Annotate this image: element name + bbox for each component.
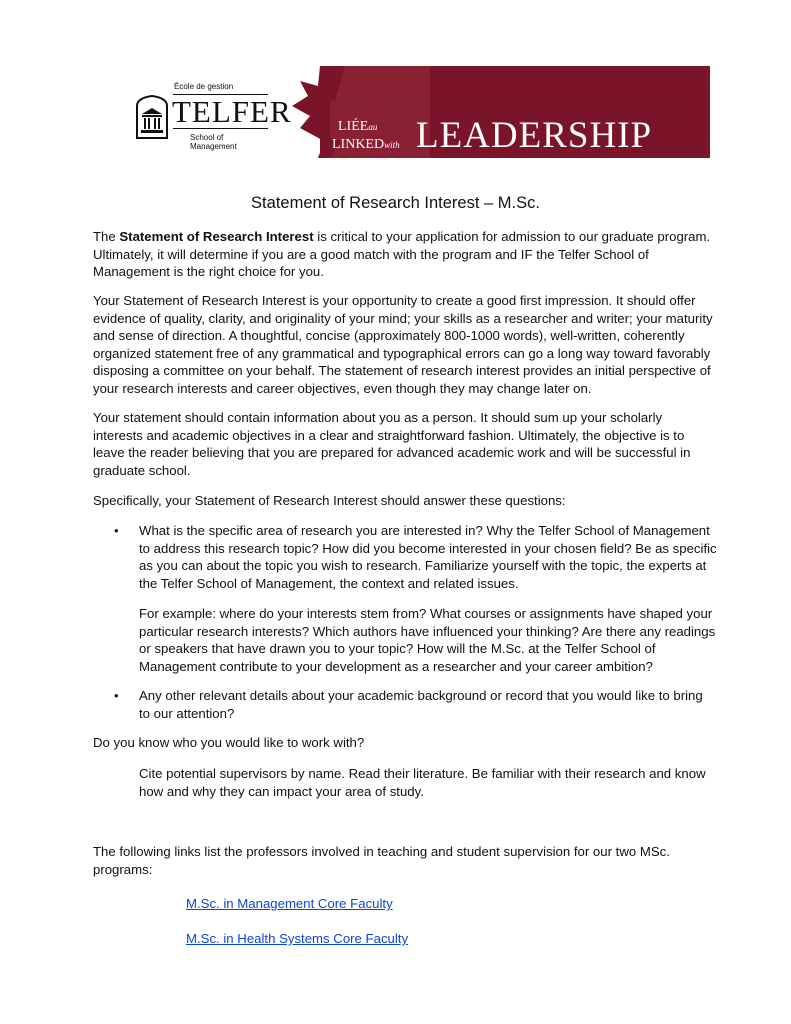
bullet-item: Any other relevant details about your academic background or record that you would like to bring to our attention?: [139, 688, 703, 721]
paragraph-3: Your statement should contain information about you as a person. It should sum up your scholarly interests and academic objectives in a clear and straightforward fashion. Ultimately, the objective is to leave the reader believing that you are prepared for advanced academic work and will be successful in graduate school.: [93, 410, 691, 478]
logo-name: TELFER: [172, 94, 292, 129]
banner-line2: LINKED: [332, 137, 385, 152]
link-health-systems-faculty[interactable]: M.Sc. in Health Systems Core Faculty: [186, 931, 409, 946]
links-intro: The following links list the professors involved in teaching and student supervision for our two MSc. programs:: [93, 844, 670, 877]
bullet-item: What is the specific area of research you are interested in? Why the Telfer School of Management to address this research topic? How did you become interested in your chosen field? Be as specific as you can about the topic you wish to research. Familiarize yourself with the topic, the experts at the Telfer School of Management, the context and related issues.: [139, 523, 717, 591]
logo-top-text: École de gestion: [174, 82, 234, 91]
link-management-faculty[interactable]: M.Sc. in Management Core Faculty: [186, 896, 393, 911]
leadership-banner: [320, 66, 710, 158]
page-title: Statement of Research Interest – M.Sc.: [251, 194, 540, 212]
supervisors-question: Do you know who you would like to work with?: [93, 735, 365, 750]
bold-term: Statement of Research Interest: [119, 229, 314, 244]
maple-leaf-edge-icon: [290, 66, 330, 158]
banner-line1: LIÉE: [338, 119, 369, 134]
paragraph-4: Specifically, your Statement of Research Interest should answer these questions:: [93, 493, 566, 508]
intro-paragraph: The Statement of Research Interest is critical to your application for admission to our graduate program. Ultimately, it will determine if you are a good match with the program and IF the Telfer School of Management is the right choice for you.: [93, 229, 711, 279]
example-paragraph: For example: where do your interests stem from? What courses or assignments have shaped your particular research interests? Which authors have influenced your thinking? Are there any readings or speakers that have drawn you to your topic? How will the M.Sc. at the Telfer School of Management contribute to your development as a researcher and your career ambition?: [139, 606, 716, 674]
banner-line1-small: au: [368, 122, 378, 132]
bullet-icon: •: [114, 688, 119, 703]
logo-bottom-text: School of Management: [190, 133, 237, 151]
supervisors-answer: Cite potential supervisors by name. Read their literature. Be familiar with their research and know how and why they can impact your area of study.: [139, 766, 706, 799]
building-icon: [135, 94, 169, 140]
bullet-icon: •: [114, 523, 119, 538]
banner-line2-small: with: [384, 140, 400, 150]
banner-word: LEADERSHIP: [416, 115, 653, 156]
paragraph-2: Your Statement of Research Interest is your opportunity to create a good first impression. It should offer evidence of quality, clarity, and originality of your mind; your skills as a researcher and writer; your maturity and sense of direction. A thoughtful, concise (approximately 800-1000 words), well-written, coherently organized statement free of any grammatical and typographical errors can go a long way toward favorably disposing a committee on your behalf. The statement of research interest provides an initial perspective of your research interests and career objectives, even though they may change later on.: [93, 293, 713, 396]
telfer-logo: [135, 82, 292, 151]
